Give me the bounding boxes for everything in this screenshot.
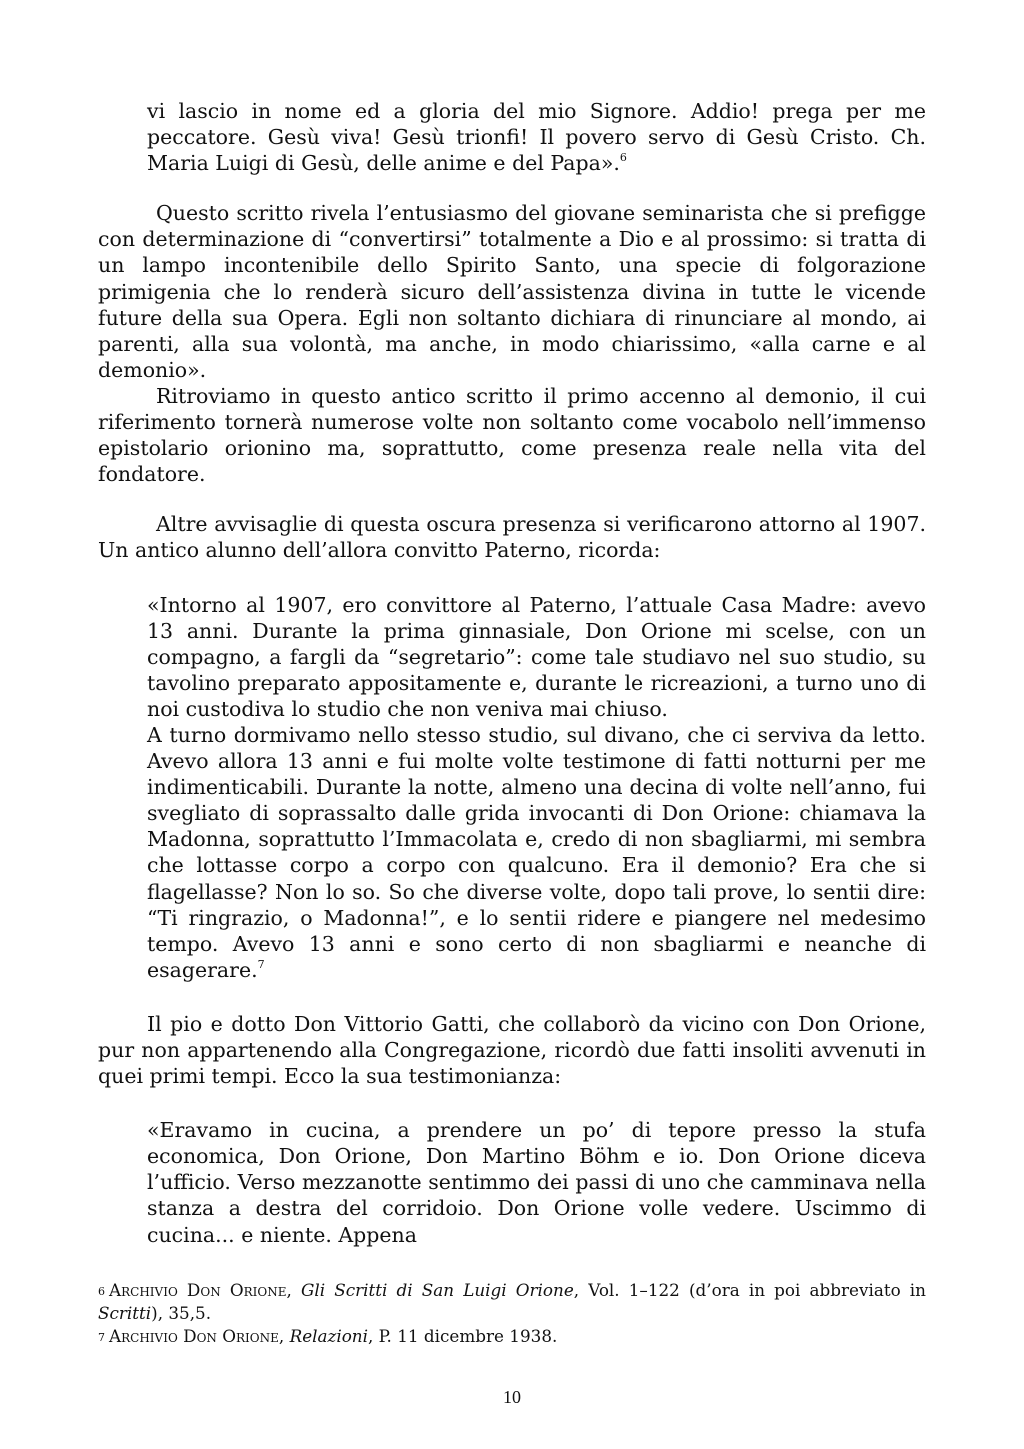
body-paragraph: Ritroviamo in questo antico scritto il primo accenno al demonio, il cui riferimento tornerà numerose volte non soltanto come vocabolo nell’immenso epistolario orionino ma, soprattutto, come presenza reale nella vita del fondatore.: [98, 383, 926, 487]
footnote-title: Gli Scritti di San Luigi Orione: [300, 1280, 574, 1300]
footnote-text: , P. 11 dicembre 1938.: [368, 1326, 558, 1346]
footnote-title: Relazioni: [289, 1326, 368, 1346]
footnote-separator: ,: [278, 1326, 290, 1346]
quote-paragraph: «Intorno al 1907, ero convittore al Paterno, l’attuale Casa Madre: avevo 13 anni. Durante la prima ginnasiale, Don Orione mi scelse, con un compagno, a fargli da “segretario”: come tale studiavo nel suo studio, su tavolino preparato appositamente e, durante le ricreazioni, a turno uno di noi custodiva lo studio che non veniva mai chiuso.: [147, 592, 926, 721]
footnote-source: Archivio Don Orione: [109, 1280, 287, 1300]
footnote-abbrev: Scritti: [98, 1303, 152, 1323]
body-paragraph: Il pio e dotto Don Vittorio Gatti, che collaborò da vicino con Don Orione, pur non appartenendo alla Congregazione, ricordò due fatti insoliti avvenuti in quei primi tempi. Ecco la sua testimonianza:: [98, 1011, 926, 1089]
footnote-number: 6: [98, 1285, 105, 1298]
footnote-source: Archivio Don Orione: [109, 1326, 279, 1346]
page-body: [98, 98, 926, 1248]
quote-paragraph-letter-end: [147, 98, 926, 176]
footnote-separator: ,: [286, 1280, 301, 1300]
body-paragraph: Questo scritto rivela l’entusiasmo del giovane seminarista che si prefigge con determinazione di “convertirsi” totalmente a Dio e al prossimo: si tratta di un lampo incontenibile dello Spirito Santo, una specie di folgorazione primigenia che lo renderà sicuro dell’assistenza divina in tutte le vicende future della sua Opera. Egli non soltanto dichiara di rinunciare al mondo, ai parenti, alla sua volontà, ma anche, in modo chiarissimo, «alla carne e al demonio».: [98, 201, 926, 382]
footnote-number: 7: [98, 1331, 105, 1344]
footnote-text: ), 35,5.: [151, 1303, 212, 1323]
footnote-7: [98, 1325, 926, 1348]
quote-paragraph: [147, 722, 926, 983]
page-number: 10: [503, 1387, 521, 1407]
quote-text: A turno dormivamo nello stesso studio, sul divano, che ci serviva da letto. Avevo allora 13 anni e fui molte volte testimone di fatti notturni per me indimenticabili. Durante la notte, almeno una decina di volte nell’anno, fui svegliato di soprassalto dalle grida invocanti di Don Orione: chiamava la Madonna, soprattutto l’Immacolata e, credo di non sbagliarmi, mi sembra che lottasse corpo a corpo con qualcuno. Era il demonio? Era che si flagellasse? Non lo so. So che diverse volte, dopo tali prove, lo sentii dire: “Ti ringrazio, o Madonna!”, e lo sentii ridere e piangere nel medesimo tempo. Avevo 13 anni e sono certo di non sbagliarmi e neanche di esagerare.: [147, 722, 926, 982]
footnote-6: [98, 1279, 926, 1325]
quote-text: vi lascio in nome ed a gloria del mio Signore. Addio! prega per me peccatore. Gesù viva! Gesù trionfi! Il povero servo di Gesù Cristo. Ch. Maria Luigi di Gesù, delle anime e del Papa».: [147, 99, 926, 176]
footnotes: [98, 1279, 926, 1348]
quote-paragraph: «Eravamo in cucina, a prendere un po’ di tepore presso la stufa economica, Don Orione, Don Martino Böhm e io. Don Orione diceva l’ufficio. Verso mezzanotte sentimmo dei passi di uno che camminava nella stanza a destra del corridoio. Don Orione volle vedere. Uscimmo di cucina... e niente. Appena: [147, 1118, 926, 1247]
footnote-ref-7[interactable]: 7: [257, 957, 265, 971]
footnote-text: , Vol. 1–122 (d’ora in poi abbreviato in: [573, 1280, 926, 1300]
footnote-ref-6[interactable]: 6: [619, 151, 627, 165]
body-paragraph: Altre avvisaglie di questa oscura presenza si verificarono attorno al 1907. Un antico alunno dell’allora convitto Paterno, ricorda:: [98, 512, 926, 563]
